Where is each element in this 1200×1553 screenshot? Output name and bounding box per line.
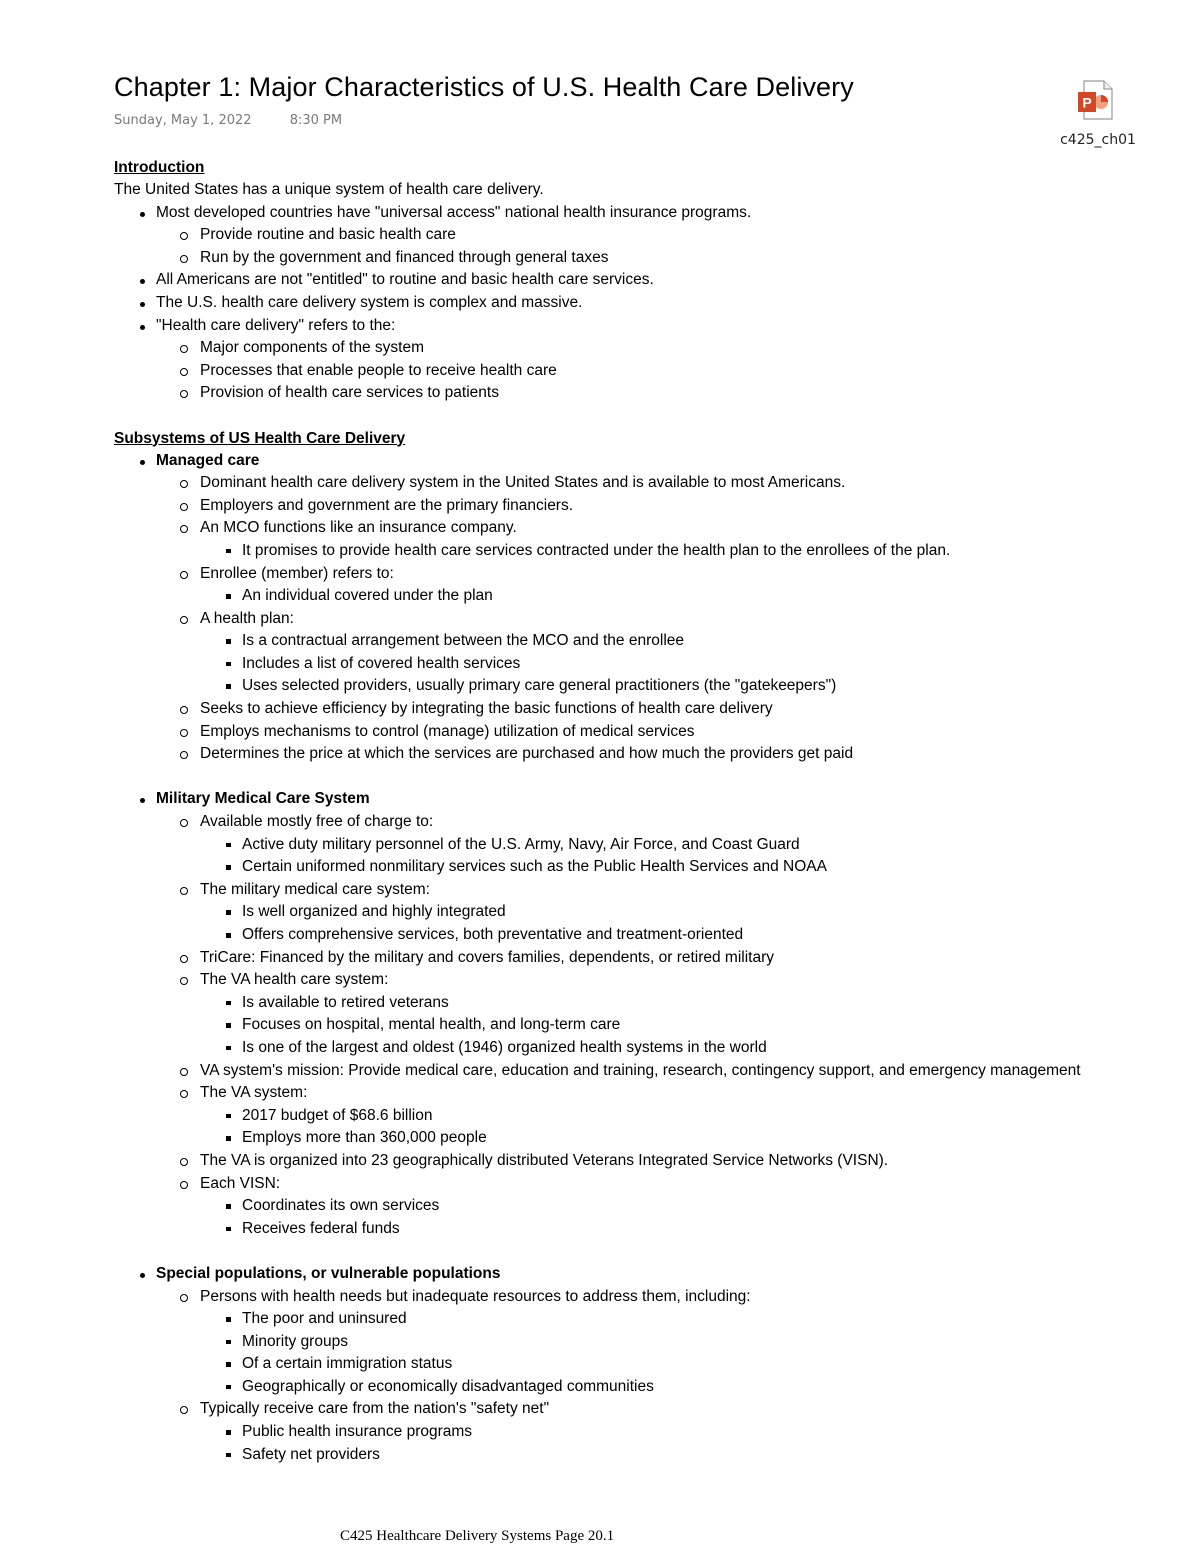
circle-bullet-icon: [180, 751, 188, 759]
list-item: [114, 382, 1160, 405]
circle-bullet-icon: [180, 232, 188, 240]
circle-bullet-icon: [180, 819, 188, 827]
circle-bullet-icon: [180, 1068, 188, 1076]
square-bullet-icon: [226, 910, 231, 915]
attachment-c425-ch01[interactable]: [1058, 80, 1138, 148]
list-item: [114, 1421, 1160, 1444]
list-item-text: Employs mechanisms to control (manage) utilization of medical services: [200, 722, 695, 740]
powerpoint-file-icon: [1077, 80, 1115, 120]
list-item: [114, 1376, 1160, 1399]
list-item-text: Employs more than 360,000 people: [242, 1129, 487, 1147]
list-item-text: Each VISN:: [200, 1174, 281, 1192]
square-bullet-icon: [226, 1001, 231, 1006]
list-item-text: 2017 budget of $68.6 billion: [242, 1106, 433, 1124]
list-item: [114, 472, 1160, 495]
list-item: [114, 1444, 1160, 1467]
note-body: [114, 157, 1160, 1466]
square-bullet-icon: [226, 594, 231, 599]
page-title: Chapter 1: Major Characteristics of U.S. Health Care Delivery: [114, 72, 854, 102]
circle-bullet-icon: [180, 1181, 188, 1189]
circle-bullet-icon: [180, 1090, 188, 1098]
spacer: [114, 1240, 1160, 1263]
list-item-text: Military Medical Care System: [156, 790, 370, 808]
circle-bullet-icon: [180, 1406, 188, 1414]
list-item-text: An individual covered under the plan: [242, 587, 493, 605]
list-item: [114, 856, 1160, 879]
list-item: [114, 540, 1160, 563]
circle-bullet-icon: [180, 729, 188, 737]
dot-bullet-icon: [140, 302, 145, 307]
list-item: [114, 337, 1160, 360]
list-item-text: The military medical care system:: [200, 880, 430, 898]
list-item: [114, 360, 1160, 383]
list-item: [114, 675, 1160, 698]
list-item: [114, 992, 1160, 1015]
list-item-text: Focuses on hospital, mental health, and long-term care: [242, 1016, 621, 1034]
dot-bullet-icon: [140, 460, 145, 465]
square-bullet-icon: [226, 639, 231, 644]
list-item-text: Special populations, or vulnerable populations: [156, 1264, 501, 1282]
list-item-text: Safety net providers: [242, 1445, 380, 1463]
list-item: [114, 315, 1160, 338]
circle-bullet-icon: [180, 390, 188, 398]
list-item-text: The poor and uninsured: [242, 1310, 407, 1328]
square-bullet-icon: [226, 1430, 231, 1435]
list-item: [114, 1398, 1160, 1421]
page-date: Sunday, May 1, 2022: [114, 113, 252, 128]
list-item-text: Run by the government and financed through general taxes: [200, 248, 609, 266]
list-item: [114, 901, 1160, 924]
circle-bullet-icon: [180, 706, 188, 714]
list-item-text: Certain uniformed nonmilitary services such as the Public Health Services and NOAA: [242, 858, 827, 876]
list-item: [114, 269, 1160, 292]
list-item: [114, 1105, 1160, 1128]
list-item-text: The VA is organized into 23 geographically distributed Veterans Integrated Service Networks (VISN).: [200, 1151, 889, 1169]
square-bullet-icon: [226, 933, 231, 938]
subsystems-list: [114, 450, 1160, 1467]
list-item: [114, 1263, 1160, 1286]
list-item: [114, 1150, 1160, 1173]
list-item-text: Provision of health care services to patients: [200, 384, 499, 402]
circle-bullet-icon: [180, 480, 188, 488]
list-item-text: Is well organized and highly integrated: [242, 903, 506, 921]
list-item-text: Employers and government are the primary financiers.: [200, 496, 574, 514]
square-bullet-icon: [226, 1114, 231, 1119]
square-bullet-icon: [226, 1385, 231, 1390]
dot-bullet-icon: [140, 212, 145, 217]
list-item: [114, 1127, 1160, 1150]
dot-bullet-icon: [140, 325, 145, 330]
list-item-text: Uses selected providers, usually primary care general practitioners (the "gatekeepers"): [242, 677, 837, 695]
list-item-text: Determines the price at which the services are purchased and how much the providers get paid: [200, 745, 854, 763]
list-item: [114, 1218, 1160, 1241]
section-heading-subsystems: Subsystems of US Health Care Delivery: [114, 429, 406, 447]
svg-text:P: P: [1082, 94, 1092, 111]
square-bullet-icon: [226, 1340, 231, 1345]
list-item-text: TriCare: Financed by the military and covers families, dependents, or retired military: [200, 948, 775, 966]
list-item: [114, 879, 1160, 902]
list-item: [114, 1195, 1160, 1218]
circle-bullet-icon: [180, 525, 188, 533]
list-item-text: The VA health care system:: [200, 971, 389, 989]
list-item: [114, 1308, 1160, 1331]
dot-bullet-icon: [140, 798, 145, 803]
list-item-text: Seeks to achieve efficiency by integrating the basic functions of health care delivery: [200, 700, 773, 718]
list-item: [114, 834, 1160, 857]
list-item: [114, 788, 1160, 811]
circle-bullet-icon: [180, 345, 188, 353]
list-item-text: Dominant health care delivery system in the United States and is available to most Americans.: [200, 474, 846, 492]
list-item: [114, 495, 1160, 518]
list-item: [114, 1331, 1160, 1354]
list-item: [114, 450, 1160, 473]
list-item-text: Coordinates its own services: [242, 1197, 440, 1215]
square-bullet-icon: [226, 1227, 231, 1232]
square-bullet-icon: [226, 684, 231, 689]
square-bullet-icon: [226, 1136, 231, 1141]
list-item: [114, 811, 1160, 834]
list-item: [114, 1286, 1160, 1309]
list-item: [114, 924, 1160, 947]
square-bullet-icon: [226, 865, 231, 870]
list-item: [114, 179, 1160, 202]
list-item-text: VA system's mission: Provide medical care, education and training, research, contingency support, and emergency management: [200, 1061, 1081, 1079]
section-heading-introduction: Introduction: [114, 159, 205, 176]
list-item-text: Active duty military personnel of the U.S. Army, Navy, Air Force, and Coast Guard: [242, 835, 800, 853]
introduction-list: [114, 179, 1160, 405]
list-item: [114, 743, 1160, 766]
circle-bullet-icon: [180, 368, 188, 376]
list-item-text: Is available to retired veterans: [242, 993, 449, 1011]
list-item-text: Geographically or economically disadvantaged communities: [242, 1377, 654, 1395]
dot-bullet-icon: [140, 279, 145, 284]
attachment-name[interactable]: c425_ch01: [1060, 132, 1136, 148]
square-bullet-icon: [226, 1046, 231, 1051]
list-item-text: Of a certain immigration status: [242, 1355, 453, 1373]
list-item: [114, 653, 1160, 676]
circle-bullet-icon: [180, 255, 188, 263]
list-item: [114, 608, 1160, 631]
square-bullet-icon: [226, 549, 231, 554]
list-item-text: "Health care delivery" refers to the:: [156, 316, 396, 334]
list-item: [114, 1060, 1160, 1083]
list-item: [114, 969, 1160, 992]
list-item-text: Typically receive care from the nation's "safety net": [200, 1400, 550, 1418]
list-item: [114, 1353, 1160, 1376]
list-item-text: The United States has a unique system of health care delivery.: [114, 181, 544, 198]
square-bullet-icon: [226, 1023, 231, 1028]
list-item-text: All Americans are not "entitled" to routine and basic health care services.: [156, 271, 654, 289]
list-item-text: Offers comprehensive services, both preventative and treatment-oriented: [242, 926, 744, 943]
spacer: [114, 405, 1160, 428]
list-item-text: The VA system:: [200, 1084, 308, 1102]
circle-bullet-icon: [180, 955, 188, 963]
list-item: [114, 563, 1160, 586]
square-bullet-icon: [226, 1362, 231, 1367]
list-item: [114, 698, 1160, 721]
list-item-text: Processes that enable people to receive health care: [200, 361, 557, 379]
page-timestamp: [114, 113, 376, 128]
list-item: [114, 1014, 1160, 1037]
list-item-text: Most developed countries have "universal access" national health insurance programs.: [156, 203, 752, 221]
list-item-text: A health plan:: [200, 609, 294, 627]
circle-bullet-icon: [180, 1294, 188, 1302]
list-item: [114, 947, 1160, 970]
list-item: [114, 1037, 1160, 1060]
list-item: [114, 721, 1160, 744]
list-item: [114, 630, 1160, 653]
circle-bullet-icon: [180, 616, 188, 624]
circle-bullet-icon: [180, 571, 188, 579]
list-item-text: Provide routine and basic health care: [200, 226, 456, 244]
list-item-text: Public health insurance programs: [242, 1423, 473, 1441]
list-item-text: Major components of the system: [200, 339, 424, 357]
list-item-text: It promises to provide health care services contracted under the health plan to the enrollees of the plan.: [242, 541, 951, 559]
list-item-text: Is a contractual arrangement between the MCO and the enrollee: [242, 632, 685, 650]
list-item-text: Minority groups: [242, 1332, 348, 1350]
square-bullet-icon: [226, 1453, 231, 1458]
circle-bullet-icon: [180, 887, 188, 895]
list-item-text: Receives federal funds: [242, 1219, 400, 1237]
list-item: [114, 224, 1160, 247]
list-item-text: Managed care: [156, 451, 260, 469]
circle-bullet-icon: [180, 1158, 188, 1166]
list-item-text: Enrollee (member) refers to:: [200, 564, 394, 582]
list-item: [114, 292, 1160, 315]
list-item: [114, 1082, 1160, 1105]
circle-bullet-icon: [180, 977, 188, 985]
spacer: [114, 766, 1160, 789]
list-item: [114, 247, 1160, 270]
circle-bullet-icon: [180, 503, 188, 511]
list-item-text: The U.S. health care delivery system is complex and massive.: [156, 293, 583, 311]
list-item: [114, 585, 1160, 608]
page-footer: C425 Healthcare Delivery Systems Page 20.1: [340, 1528, 615, 1544]
square-bullet-icon: [226, 1317, 231, 1322]
list-item-text: Persons with health needs but inadequate resources to address them, including:: [200, 1287, 751, 1305]
list-item: [114, 517, 1160, 540]
list-item: [114, 202, 1160, 225]
page-time: 8:30 PM: [289, 113, 343, 128]
list-item-text: Available mostly free of charge to:: [200, 813, 434, 831]
list-item-text: Is one of the largest and oldest (1946) organized health systems in the world: [242, 1038, 767, 1056]
list-item-text: An MCO functions like an insurance company.: [200, 519, 517, 537]
list-item: [114, 1173, 1160, 1196]
square-bullet-icon: [226, 662, 231, 667]
square-bullet-icon: [226, 843, 231, 848]
list-item-text: Includes a list of covered health services: [242, 654, 521, 672]
dot-bullet-icon: [140, 1273, 145, 1278]
square-bullet-icon: [226, 1204, 231, 1209]
